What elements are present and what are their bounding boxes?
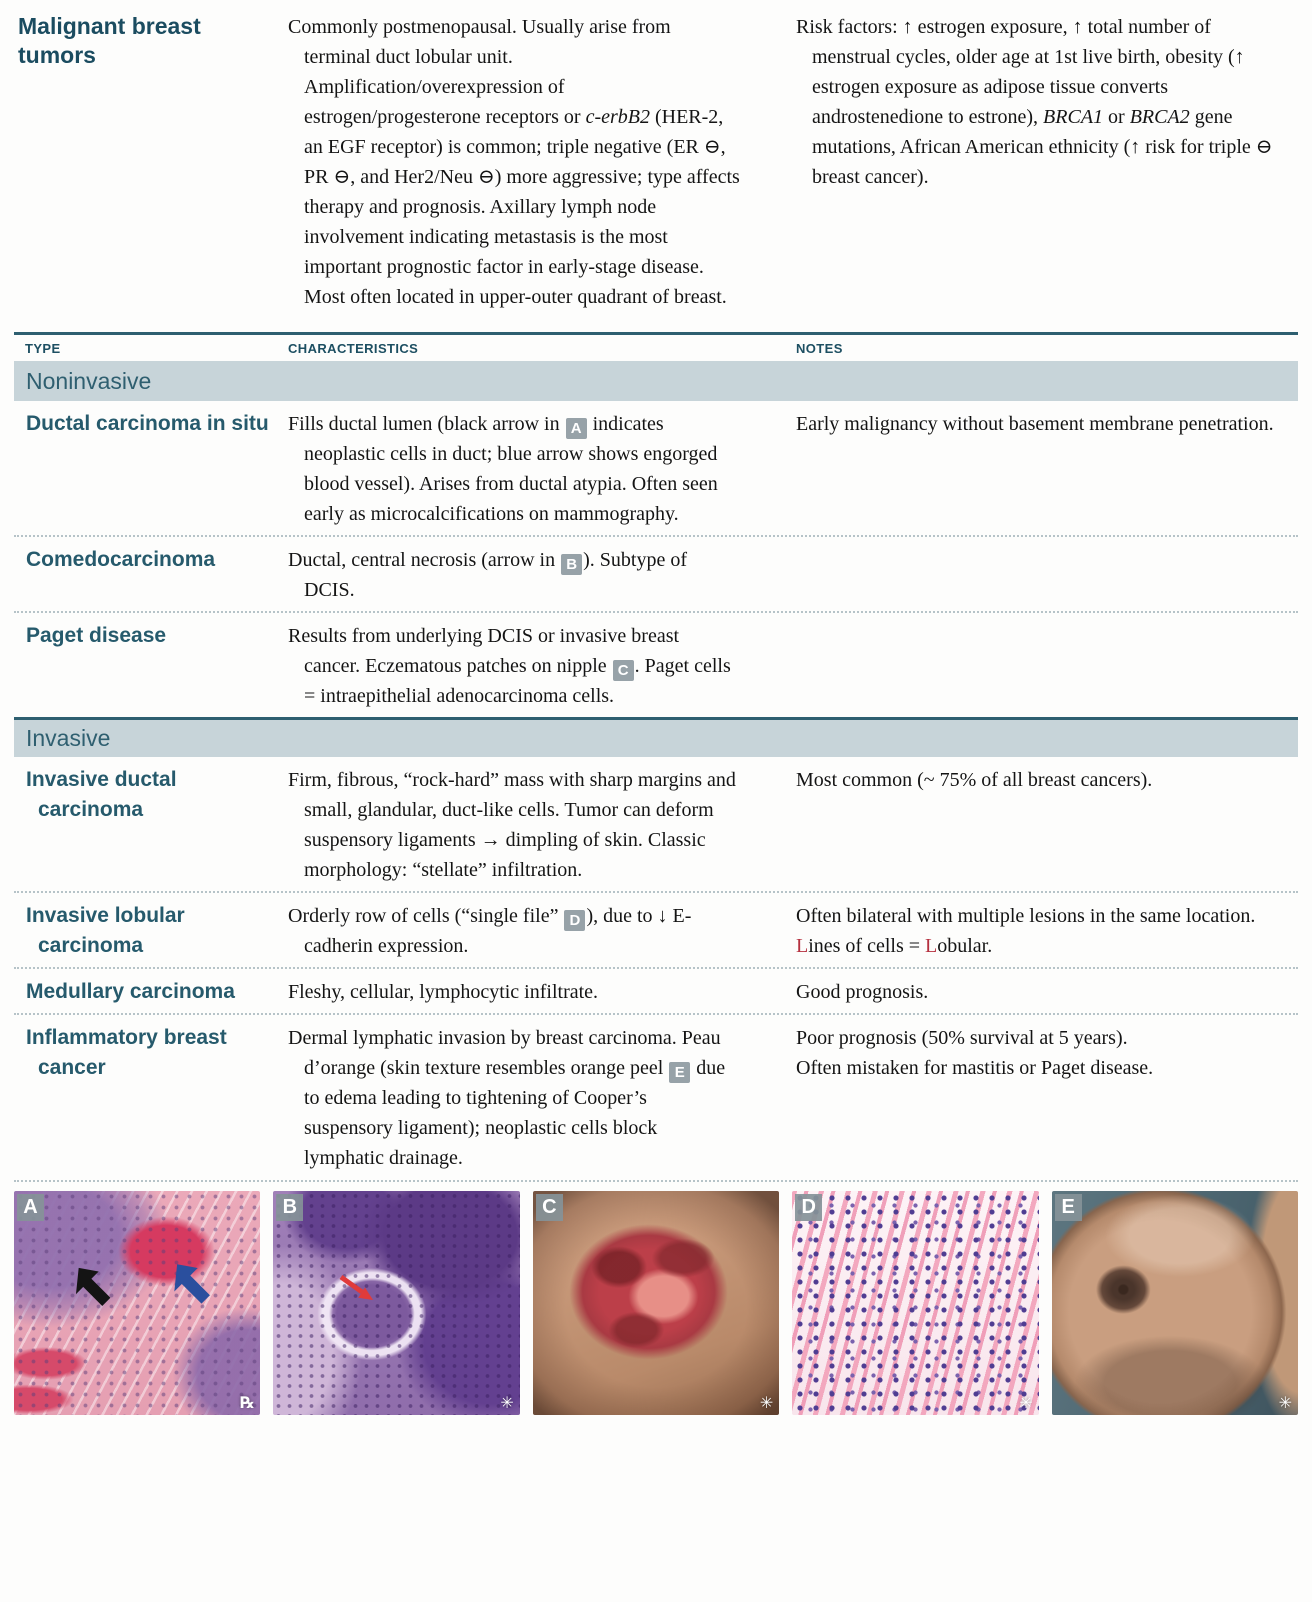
- column-header-characteristics: CHARACTERISTICS: [288, 341, 419, 356]
- row-notes: [796, 545, 1298, 605]
- row-type-label: Ductal carcinoma in situ: [26, 412, 269, 435]
- section-header-noninvasive: [14, 361, 1298, 401]
- figure-d-lobular-histology: [792, 1191, 1038, 1415]
- figure-b-comedocarcinoma-histology: [273, 1191, 519, 1415]
- table-row-comedocarcinoma: [14, 535, 1298, 611]
- figure-d-credit-icon: ✳: [1019, 1393, 1033, 1412]
- red-arrow-icon: [335, 1269, 389, 1313]
- figure-e-label: E: [1055, 1194, 1082, 1221]
- row-type-label: Invasive ductal carcinoma: [26, 768, 177, 821]
- table-header-row: [14, 332, 1298, 361]
- row-notes: Often bilateral with multiple lesions in the same location. Lines of cells = Lobular.: [796, 905, 1256, 957]
- section-label: Invasive: [26, 725, 111, 751]
- table-row-inflammatory: [14, 1013, 1298, 1179]
- table-row-paget-disease: [14, 611, 1298, 717]
- section-header-invasive: [14, 717, 1298, 757]
- row-notes: Most common (~ 75% of all breast cancers).: [796, 769, 1153, 791]
- figure-e-peau-d-orange-photo: [1052, 1191, 1298, 1415]
- row-characteristics: Fills ductal lumen (black arrow in A indicates neoplastic cells in duct; blue arrow shows engorged blood vessel). Arises from ductal atypia. Often seen early as microcalcifications on mammography.: [288, 413, 718, 525]
- table-row-dcis: [14, 401, 1298, 535]
- figure-b-credit-icon: ✳: [500, 1393, 514, 1412]
- table-row-medullary: [14, 967, 1298, 1013]
- row-characteristics: Orderly row of cells (“single file” D ), due to ↓ E-cadherin expression.: [288, 905, 692, 957]
- figure-e-credit-icon: ✳: [1278, 1393, 1293, 1412]
- row-characteristics: Results from underlying DCIS or invasive breast cancer. Eczematous patches on nipple C . Paget cells = intraepithelial adenocarcinoma cells.: [288, 625, 731, 707]
- row-type-label: Paget disease: [26, 624, 167, 647]
- row-type-label: Invasive lobular carcinoma: [26, 904, 185, 957]
- figure-strip: [14, 1182, 1298, 1415]
- figure-c-paget-disease-photo: [533, 1191, 779, 1415]
- row-notes: Early malignancy without basement membrane penetration.: [796, 413, 1274, 435]
- entry-notes: Risk factors: ↑ estrogen exposure, ↑ total number of menstrual cycles, older age at 1st live birth, obesity (↑ estrogen exposure as adipose tissue converts androstenedione to estrone), BRCA1 or BRCA2 gene mutations, African American ethnicity (↑ risk for triple ⊖ breast cancer).: [796, 16, 1273, 188]
- figure-a-credit-icon: ℞: [240, 1393, 255, 1412]
- section-label: Noninvasive: [26, 367, 152, 394]
- blue-arrow-icon: [164, 1253, 224, 1313]
- column-header-type: TYPE: [25, 341, 61, 356]
- figure-c-credit-icon: ✳: [759, 1393, 774, 1412]
- figure-b-label: B: [276, 1194, 303, 1221]
- table-row-invasive-lobular: [14, 891, 1298, 967]
- entry-characteristics: Commonly postmenopausal. Usually arise from terminal duct lobular unit. Amplification/overexpression of estrogen/progesterone receptors or c-erbB2 (HER-2, an EGF receptor) is common; triple negative (ER ⊖, PR ⊖, and Her2/Neu ⊖) more aggressive; type affects therapy and prognosis. Axillary lymph node involvement indicating metastasis is the most important prognostic factor in early-stage disease. Most often located in upper-outer quadrant of breast.: [288, 16, 740, 308]
- row-type-label: Medullary carcinoma: [26, 980, 235, 1003]
- figure-a-label: A: [17, 1194, 44, 1221]
- tumor-type-table: [14, 332, 1298, 1179]
- black-arrow-icon: [66, 1257, 124, 1315]
- row-type-label: Inflammatory breast cancer: [26, 1026, 227, 1079]
- row-notes: Poor prognosis (50% survival at 5 years). Often mistaken for mastitis or Paget disease.: [796, 1027, 1154, 1079]
- figure-a-dcis-histology: [14, 1191, 260, 1415]
- row-characteristics: Ductal, central necrosis (arrow in B ). Subtype of DCIS.: [288, 549, 687, 601]
- column-header-notes: NOTES: [796, 341, 843, 356]
- row-characteristics: Firm, fibrous, “rock-hard” mass with sharp margins and small, glandular, duct-like cells. Tumor can deform suspensory ligaments → dimpling of skin. Classic morphology: “stellate” infiltration.: [288, 769, 736, 881]
- entry-title: Malignant breast tumors: [18, 13, 201, 68]
- entry-malignant-breast-tumors: [14, 0, 1298, 332]
- row-notes: [796, 621, 1298, 711]
- row-notes: Good prognosis.: [796, 981, 929, 1003]
- row-type-label: Comedocarcinoma: [26, 548, 216, 571]
- figure-d-label: D: [795, 1194, 822, 1221]
- table-row-invasive-ductal: [14, 757, 1298, 891]
- figure-c-label: C: [536, 1194, 563, 1221]
- row-characteristics: Dermal lymphatic invasion by breast carcinoma. Peau d’orange (skin texture resembles orange peel E due to edema leading to tightening of Cooper’s suspensory ligament); neoplastic cells block lymphatic drainage.: [288, 1027, 726, 1169]
- row-characteristics: Fleshy, cellular, lymphocytic infiltrate.: [288, 981, 599, 1003]
